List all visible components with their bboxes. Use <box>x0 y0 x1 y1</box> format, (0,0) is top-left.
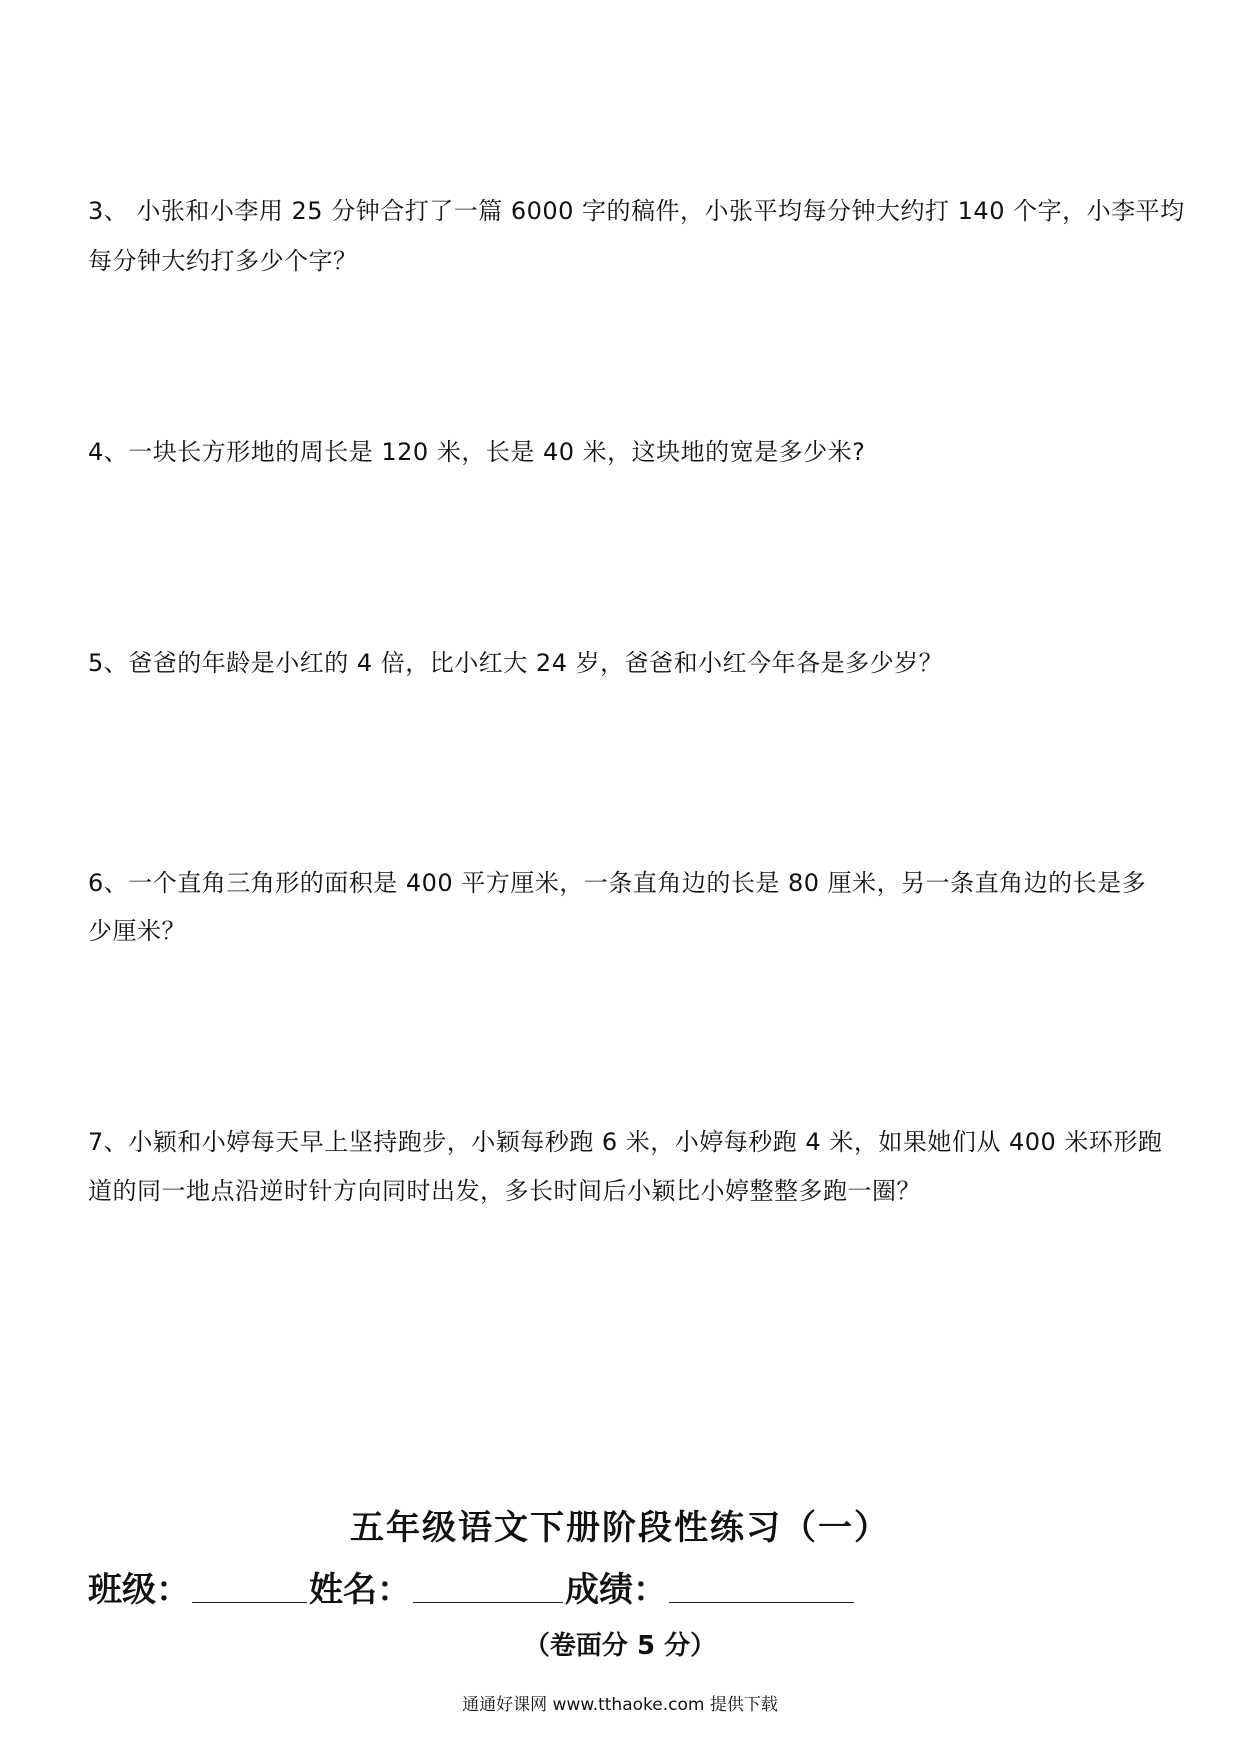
footer-source: 通通好课网 www.tthaoke.com 提供下载 <box>462 1695 778 1715</box>
question-6-line-1: 6、一个直角三角形的面积是 400 平方厘米，一条直角边的长是 80 厘米，另一条直角边的长是多 <box>88 869 1147 897</box>
exam-title: 五年级语文下册阶段性练习（一） <box>350 1508 890 1548</box>
class-label: 班级： <box>88 1570 190 1610</box>
question-4-line-1: 4、一块长方形地的周长是 120 米，长是 40 米，这块地的宽是多少米? <box>88 438 866 466</box>
score-label: 成绩： <box>565 1570 667 1610</box>
question-3-line-2: 每分钟大约打多少个字？ <box>88 247 358 275</box>
class-blank[interactable] <box>192 1572 307 1603</box>
question-6-line-2: 少厘米？ <box>88 917 186 945</box>
question-7-line-2: 道的同一地点沿逆时针方向同时出发，多长时间后小颖比小婷整整多跑一圈？ <box>88 1177 921 1205</box>
name-label: 姓名： <box>309 1570 411 1610</box>
question-5-line-1: 5、爸爸的年龄是小红的 4 倍，比小红大 24 岁，爸爸和小红今年各是多少岁？ <box>88 649 944 677</box>
name-blank[interactable] <box>413 1572 563 1603</box>
question-7-line-1: 7、小颖和小婷每天早上坚持跑步，小颖每秒跑 6 米，小婷每秒跑 4 米，如果她们从 400 米环形跑 <box>88 1128 1163 1156</box>
student-info-line <box>88 1562 856 1611</box>
question-3-line-1: 3、 小张和小李用 25 分钟合打了一篇 6000 字的稿件，小张平均每分钟大约打 140 个字，小李平均 <box>88 197 1185 225</box>
score-note: （卷面分 5 分） <box>523 1631 717 1661</box>
score-blank[interactable] <box>669 1572 854 1603</box>
